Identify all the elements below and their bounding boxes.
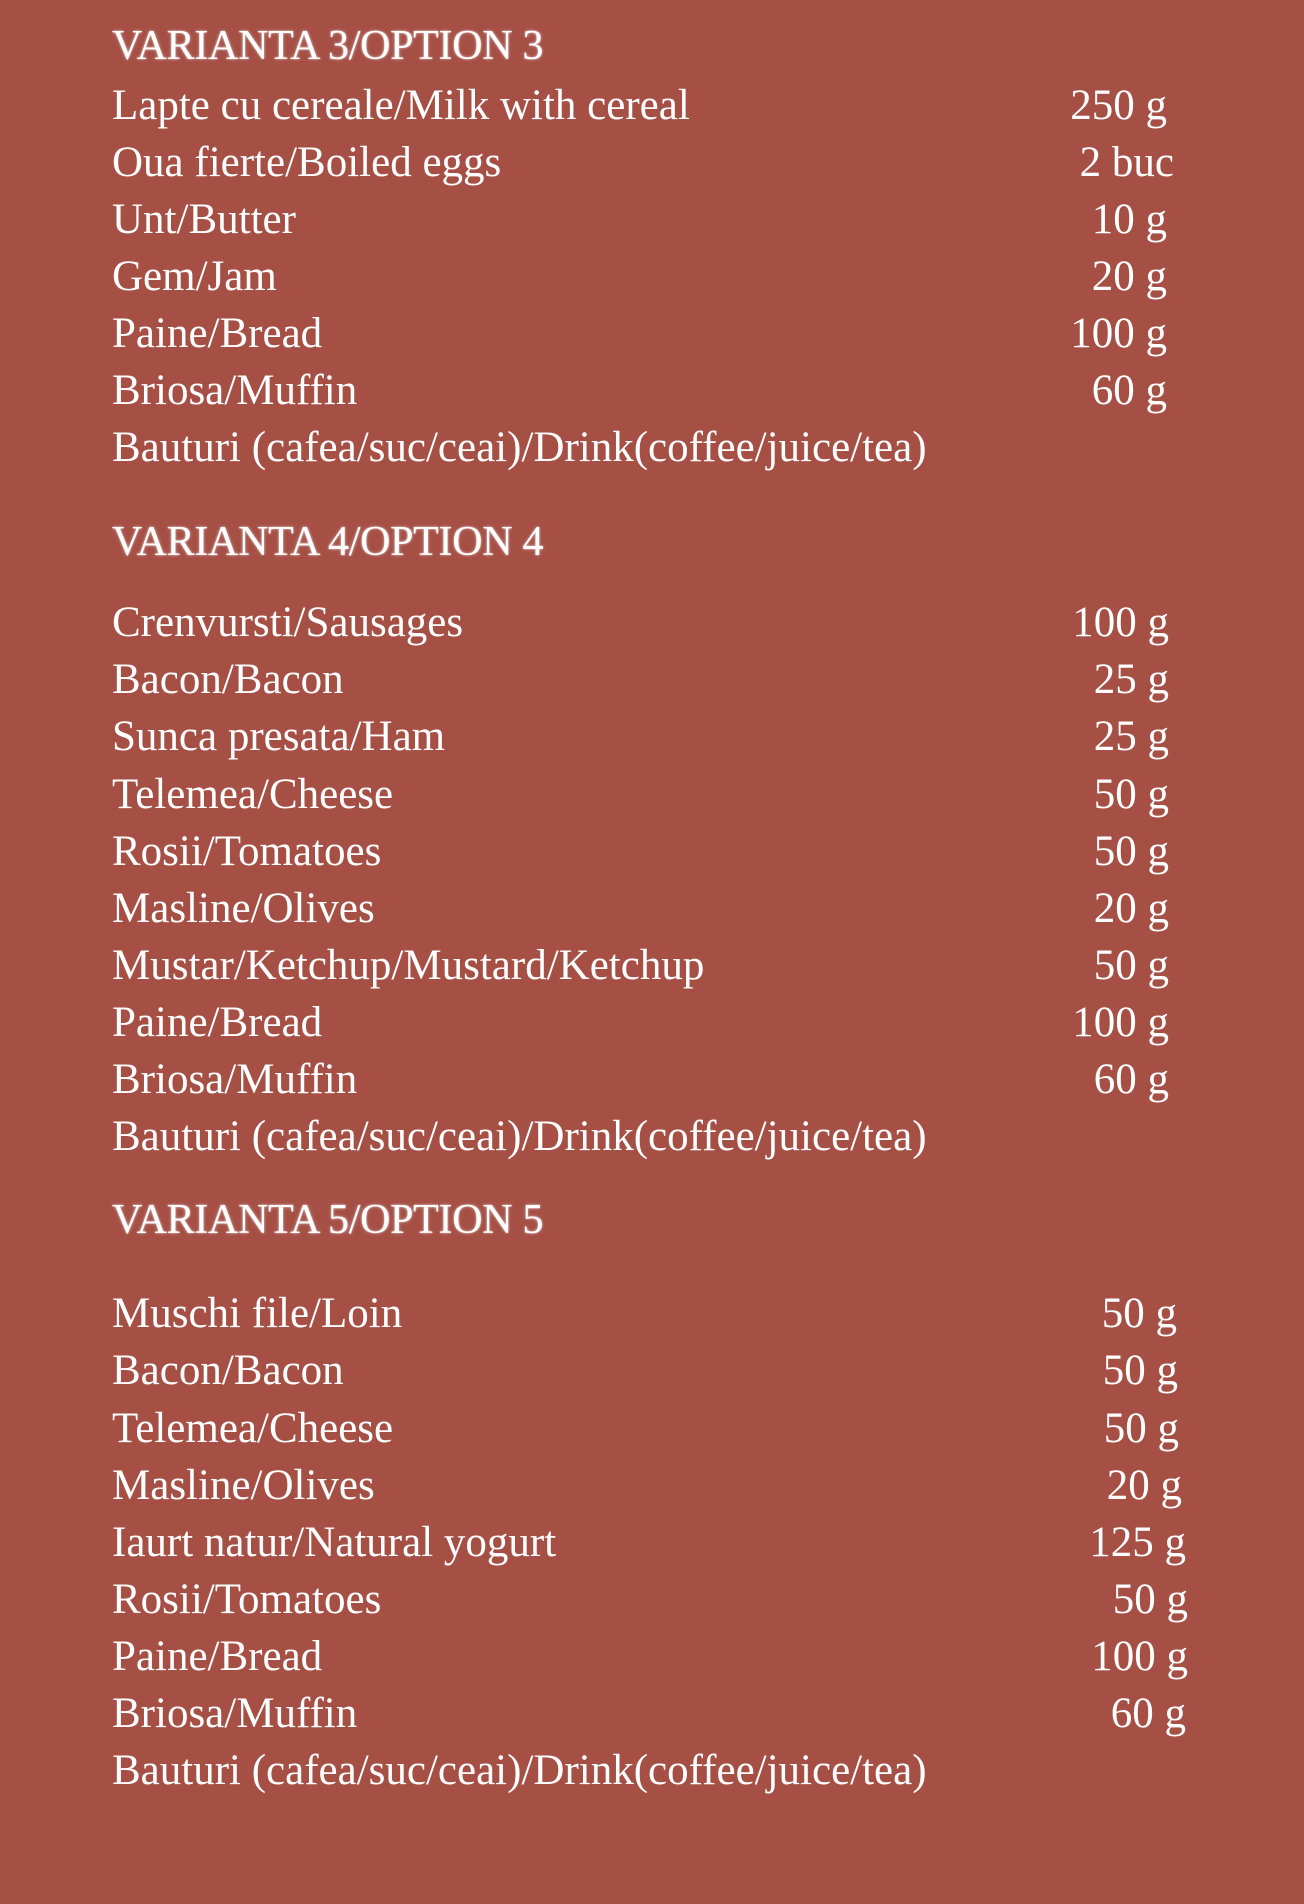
list-item <box>0 1572 1304 1628</box>
list-item <box>0 420 1304 476</box>
item-label: Paine/Bread <box>112 999 323 1046</box>
list-item <box>0 709 1304 765</box>
list-item <box>0 1515 1304 1571</box>
list-item <box>0 78 1304 134</box>
item-label: Bauturi (cafea/suc/ceai)/Drink(coffee/juice/tea) <box>112 1113 927 1160</box>
item-label: Masline/Olives <box>112 885 375 932</box>
item-label: Briosa/Muffin <box>112 1056 358 1103</box>
item-label: Telemea/Cheese <box>112 1405 394 1452</box>
item-label: Iaurt natur/Natural yogurt <box>112 1519 557 1566</box>
item-label: Sunca presata/Ham <box>112 713 446 760</box>
item-quantity: 50 g <box>1093 828 1169 875</box>
item-label: Telemea/Cheese <box>112 771 394 818</box>
item-label: Gem/Jam <box>112 253 277 300</box>
item-label: Bauturi (cafea/suc/ceai)/Drink(coffee/juice/tea) <box>112 424 927 471</box>
item-quantity: 60 g <box>1110 1690 1186 1737</box>
list-item <box>0 1343 1304 1399</box>
item-quantity: 50 g <box>1103 1405 1179 1452</box>
item-label: Briosa/Muffin <box>112 1690 358 1737</box>
list-item <box>0 192 1304 248</box>
item-quantity: 50 g <box>1101 1290 1177 1337</box>
item-quantity: 25 g <box>1093 713 1169 760</box>
list-item <box>0 938 1304 994</box>
item-label: Paine/Bread <box>112 310 323 357</box>
item-quantity: 60 g <box>1091 367 1167 414</box>
item-quantity: 125 g <box>1089 1519 1186 1566</box>
list-item <box>0 995 1304 1051</box>
item-label: Masline/Olives <box>112 1462 375 1509</box>
list-item <box>0 249 1304 305</box>
list-item <box>0 1052 1304 1108</box>
item-label: Lapte cu cereale/Milk with cereal <box>112 82 690 129</box>
option-heading: VARIANTA 4/OPTION 4 <box>112 519 544 565</box>
item-label: Rosii/Tomatoes <box>112 1576 382 1623</box>
item-label: Paine/Bread <box>112 1633 323 1680</box>
item-label: Bacon/Bacon <box>112 1347 344 1394</box>
option-heading: VARIANTA 3/OPTION 3 <box>112 23 544 69</box>
item-quantity: 60 g <box>1093 1056 1169 1103</box>
list-item <box>0 881 1304 937</box>
item-quantity: 50 g <box>1093 942 1169 989</box>
item-quantity: 2 buc <box>1079 139 1174 186</box>
list-item <box>0 767 1304 823</box>
item-label: Bauturi (cafea/suc/ceai)/Drink(coffee/juice/tea) <box>112 1747 927 1794</box>
item-quantity: 250 g <box>1070 82 1167 129</box>
item-label: Crenvursti/Sausages <box>112 599 464 646</box>
item-quantity: 50 g <box>1093 771 1169 818</box>
item-label: Muschi file/Loin <box>112 1290 403 1337</box>
item-label: Mustar/Ketchup/Mustard/Ketchup <box>112 942 705 989</box>
item-quantity: 20 g <box>1093 885 1169 932</box>
list-item <box>0 135 1304 191</box>
item-label: Briosa/Muffin <box>112 367 358 414</box>
list-item <box>0 1686 1304 1742</box>
item-quantity: 25 g <box>1093 656 1169 703</box>
item-quantity: 50 g <box>1112 1576 1188 1623</box>
list-item <box>0 652 1304 708</box>
item-quantity: 100 g <box>1070 310 1167 357</box>
list-item <box>0 1401 1304 1457</box>
list-item <box>0 1629 1304 1685</box>
item-quantity: 100 g <box>1072 599 1169 646</box>
list-item <box>0 1743 1304 1799</box>
list-item <box>0 363 1304 419</box>
list-item <box>0 824 1304 880</box>
item-quantity: 100 g <box>1072 999 1169 1046</box>
item-label: Oua fierte/Boiled eggs <box>112 139 502 186</box>
list-item <box>0 1458 1304 1514</box>
list-item <box>0 306 1304 362</box>
item-quantity: 20 g <box>1091 253 1167 300</box>
item-label: Unt/Butter <box>112 196 296 243</box>
item-label: Bacon/Bacon <box>112 656 344 703</box>
list-item <box>0 1286 1304 1342</box>
item-quantity: 20 g <box>1106 1462 1182 1509</box>
item-quantity: 50 g <box>1102 1347 1178 1394</box>
list-item <box>0 595 1304 651</box>
option-heading: VARIANTA 5/OPTION 5 <box>112 1197 544 1243</box>
item-label: Rosii/Tomatoes <box>112 828 382 875</box>
item-quantity: 10 g <box>1091 196 1167 243</box>
item-quantity: 100 g <box>1091 1633 1188 1680</box>
list-item <box>0 1109 1304 1165</box>
